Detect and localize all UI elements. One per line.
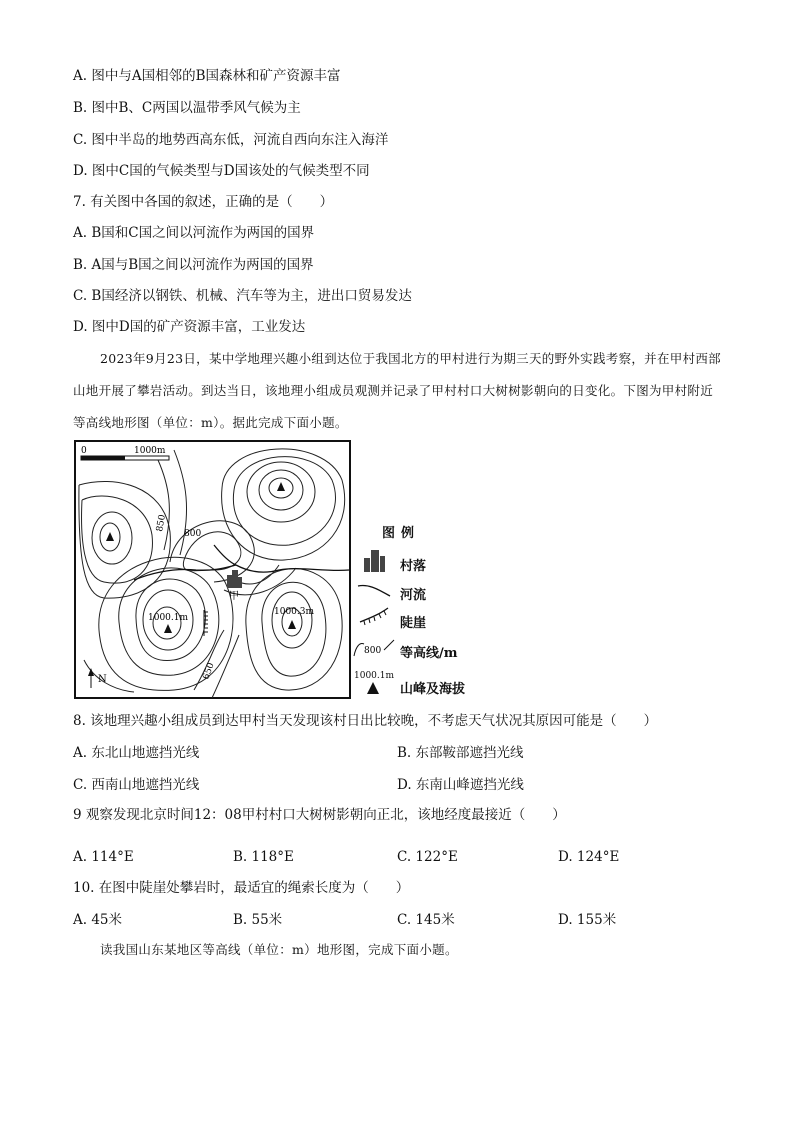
legend-peak-label: 山峰及海拔 bbox=[400, 682, 466, 697]
scale-length: 1000m bbox=[134, 446, 166, 456]
q9-option-b: B. 118°E bbox=[233, 849, 294, 865]
peak-west-label: 1000.1m bbox=[148, 613, 189, 623]
map-legend bbox=[352, 522, 492, 702]
q10-option-a: A. 45米 bbox=[73, 912, 123, 928]
q8-stem: 8. 该地理兴趣小组成员到达甲村当天发现该村日出比较晚，不考虑天气状况其原因可能是（ ） bbox=[73, 713, 658, 729]
q9-option-c: C. 122°E bbox=[397, 849, 458, 865]
q7-stem: 7. 有关图中各国的叙述，正确的是（ ） bbox=[73, 194, 334, 210]
contour-label-650: 650 bbox=[201, 661, 217, 682]
q7-option-c: C. B国经济以钢铁、机械、汽车等为主，进出口贸易发达 bbox=[73, 288, 412, 304]
q10-option-b: B. 55米 bbox=[233, 912, 283, 928]
intro-paragraph bbox=[73, 343, 723, 439]
q10-option-c: C. 145米 bbox=[397, 912, 455, 928]
q8-option-a: A. 东北山地遮挡光线 bbox=[73, 745, 200, 761]
legend-contour-label: 等高线/m bbox=[400, 646, 458, 661]
q7-option-d: D. 图中D国的矿产资源丰富，工业发达 bbox=[73, 319, 306, 335]
q8-option-c: C. 西南山地遮挡光线 bbox=[73, 777, 200, 793]
intro-text: 2023年9月23日，某中学地理兴趣小组到达位于我国北方的甲村进行为期三天的野外实践考察，并在甲村西部山地开展了攀岩活动。到达当日，该地理小组成员观测并记录了甲村村口大树树影朝向的日变化。下图为甲村附近等高线地形图（单位：m）。据此完成下面小题。 bbox=[73, 351, 721, 430]
q6-option-b: B. 图中B、C两国以温带季风气候为主 bbox=[73, 100, 301, 116]
legend-cliff-label: 陡崖 bbox=[400, 616, 427, 631]
contour-label-850: 850 bbox=[155, 513, 168, 533]
q6-option-a: A. 图中与A国相邻的B国森林和矿产资源丰富 bbox=[73, 68, 341, 84]
q8-option-d: D. 东南山峰遮挡光线 bbox=[397, 777, 524, 793]
outro-text: 读我国山东某地区等高线（单位：m）地形图，完成下面小题。 bbox=[100, 942, 458, 957]
legend-contour-icon bbox=[352, 636, 396, 658]
legend-village-label: 村落 bbox=[400, 559, 427, 574]
legend-title: 图例 bbox=[382, 526, 421, 541]
q9-stem: 9 观察发现北京时间12：08甲村村口大树树影朝向正北，该地经度最接近（ ） bbox=[73, 807, 566, 823]
contour-label-800: 800 bbox=[184, 529, 202, 539]
q6-option-d: D. 图中C国的气候类型与D国该处的气候类型不同 bbox=[73, 163, 370, 179]
outro-paragraph bbox=[73, 934, 723, 966]
legend-peak-icon bbox=[366, 682, 380, 694]
q10-stem: 10. 在图中陡崖处攀岩时，最适宜的绳索长度为（ ） bbox=[73, 880, 410, 896]
legend-peak-value: 1000.1m bbox=[354, 671, 395, 681]
q10-option-d: D. 155米 bbox=[558, 912, 617, 928]
peak-east-label: 1000.3m bbox=[274, 607, 315, 617]
legend-village-icon bbox=[362, 550, 386, 572]
north-label: N bbox=[98, 674, 107, 685]
q6-option-c: C. 图中半岛的地势西高东低，河流自西向东注入海洋 bbox=[73, 132, 389, 148]
legend-river-label: 河流 bbox=[400, 588, 427, 603]
q7-option-a: A. B国和C国之间以河流作为两国的国界 bbox=[73, 225, 315, 241]
village-label: 甲 bbox=[229, 591, 239, 602]
contour-map bbox=[74, 440, 354, 700]
q9-option-a: A. 114°E bbox=[73, 849, 134, 865]
legend-river-icon bbox=[356, 582, 392, 598]
legend-contour-value: 800 bbox=[364, 646, 382, 656]
q8-option-b: B. 东部鞍部遮挡光线 bbox=[397, 745, 524, 761]
legend-cliff-icon bbox=[356, 606, 392, 626]
q7-option-b: B. A国与B国之间以河流作为两国的国界 bbox=[73, 257, 314, 273]
q9-option-d: D. 124°E bbox=[558, 849, 620, 865]
scale-zero: 0 bbox=[81, 446, 87, 456]
